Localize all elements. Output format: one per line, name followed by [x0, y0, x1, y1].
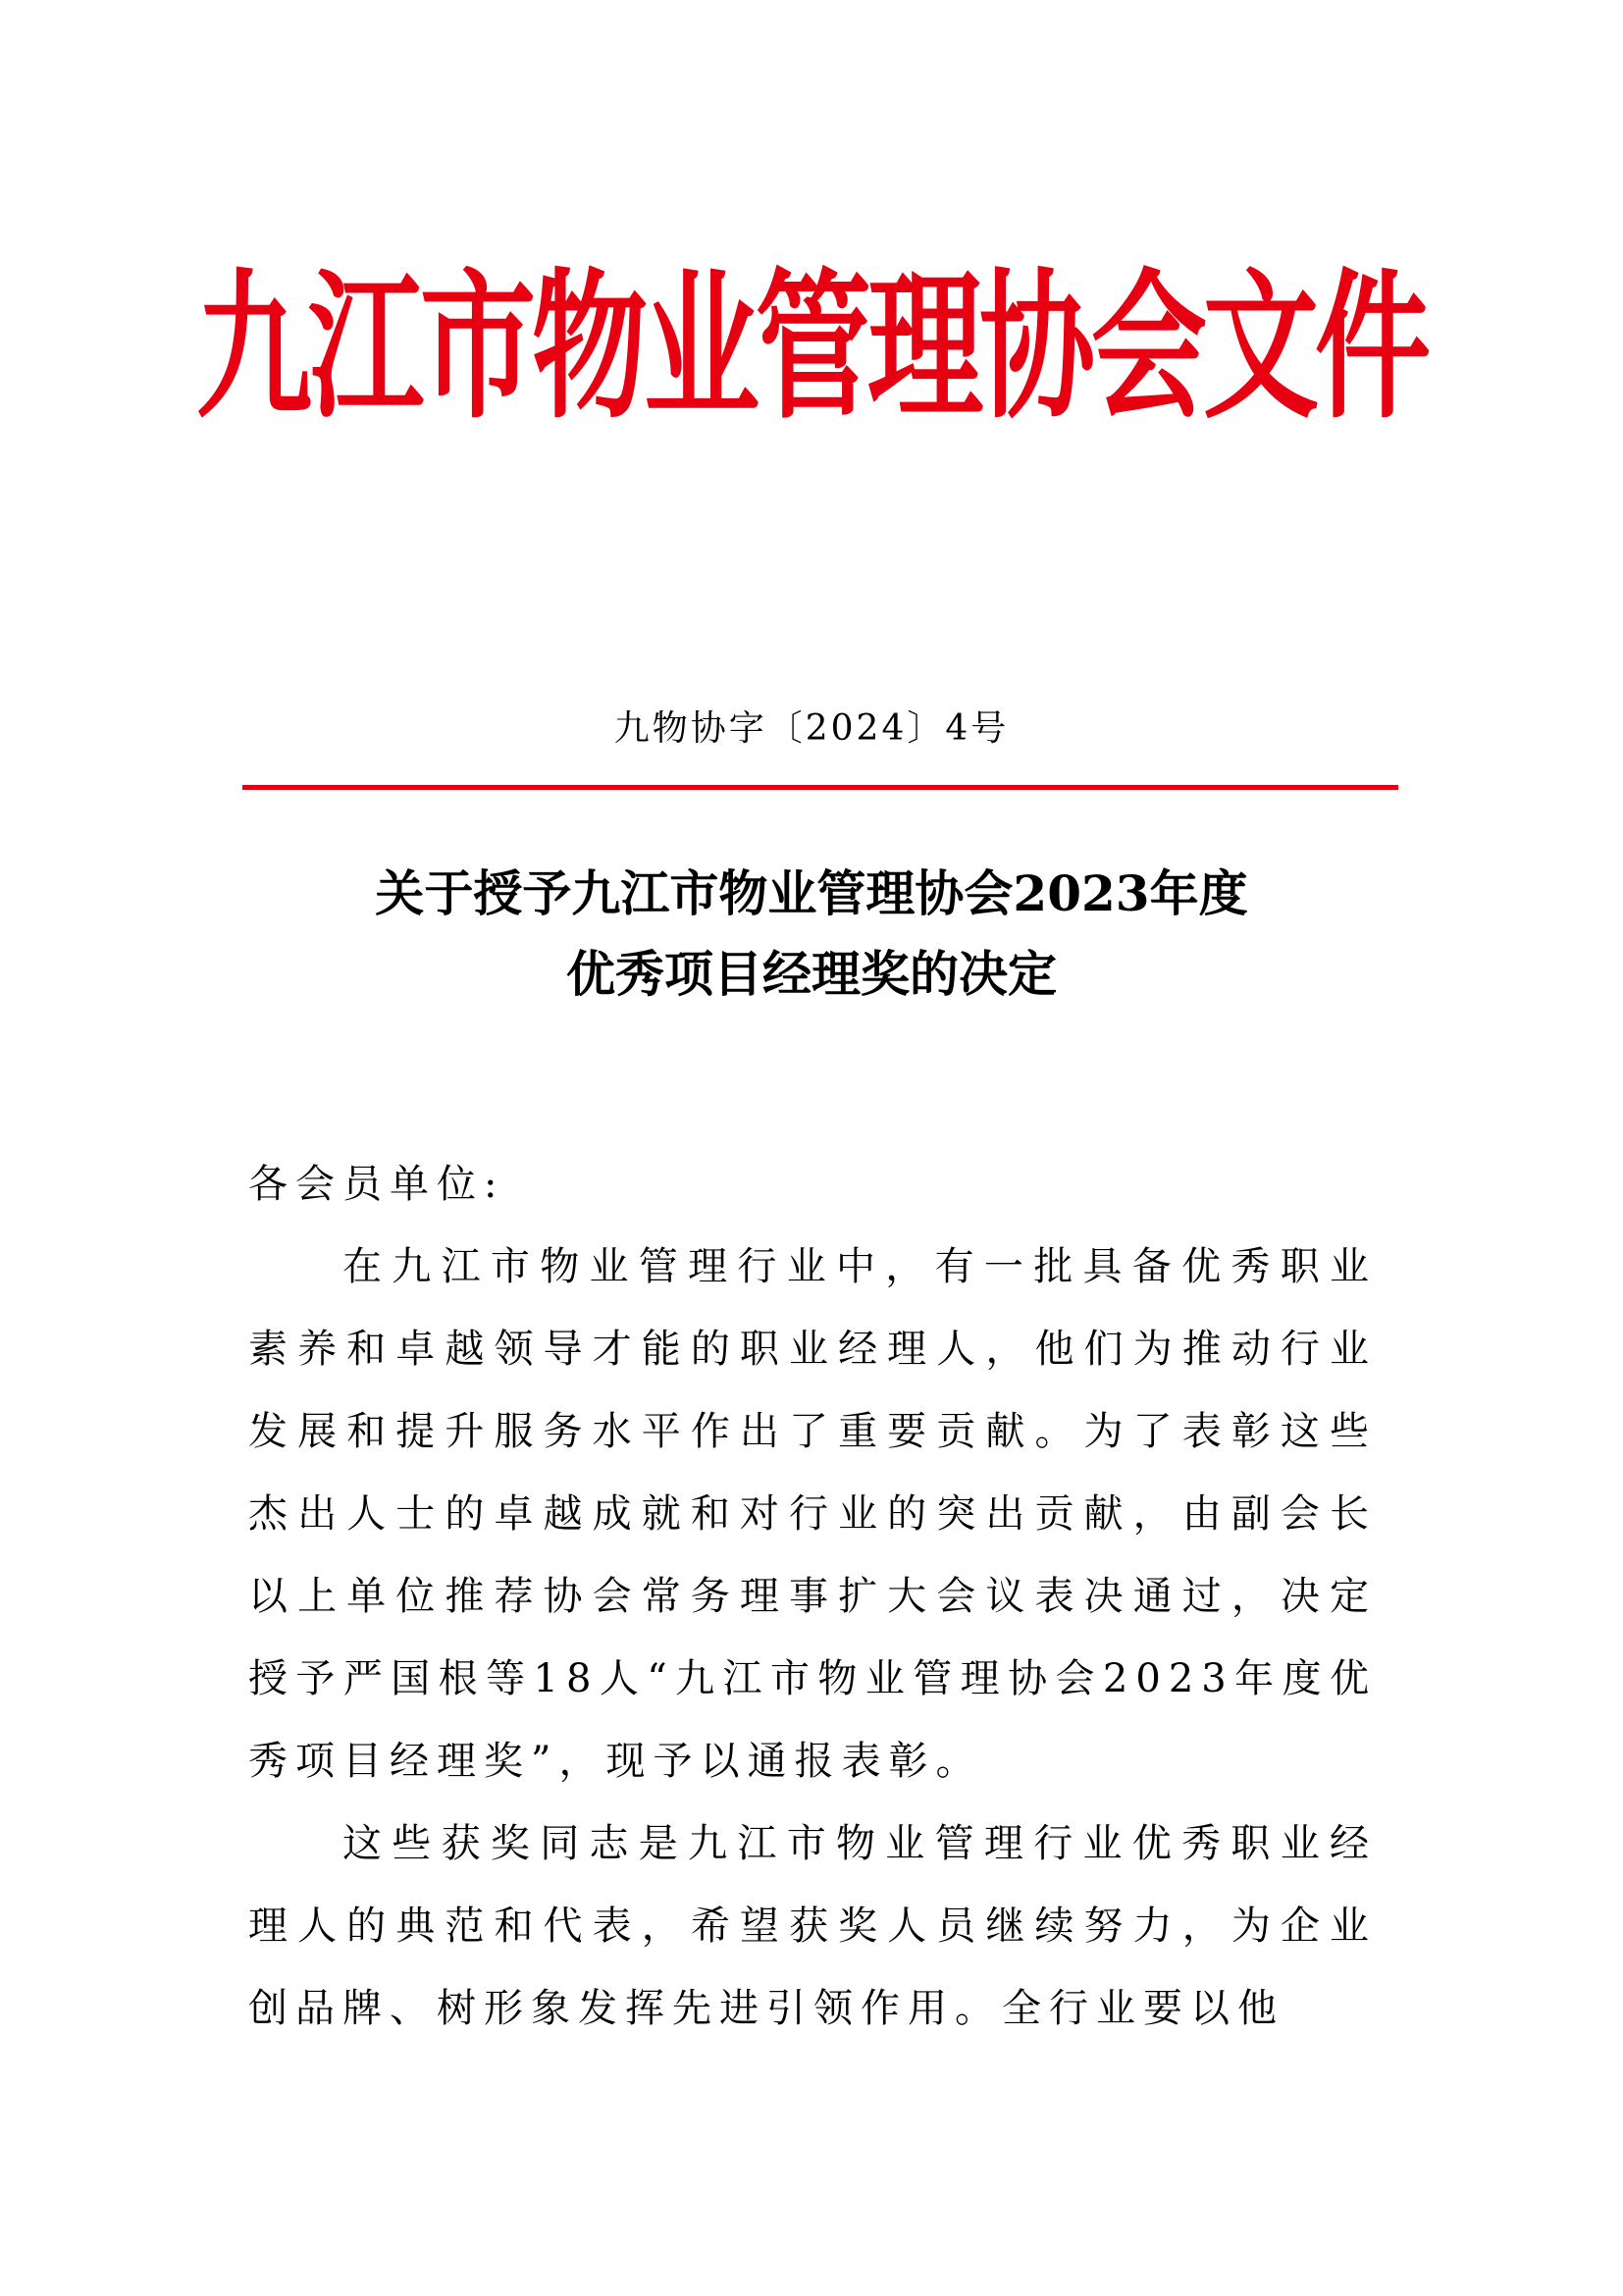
document-number: 九物协字〔2024〕4号: [613, 708, 1010, 749]
document-title-line-2: 优秀项目经理奖的决定: [566, 945, 1057, 1003]
body-paragraph-2: 这些获奖同志是九江市物业管理行业优秀职业经理人的典范和代表，希望获奖人员继续努力，为企业创品牌、树形象发挥先进引领作用。全行业要以他: [248, 1821, 1377, 2031]
red-divider-line: [242, 785, 1398, 790]
salutation: 各会员单位:: [248, 1162, 505, 1207]
document-body: [248, 1143, 1377, 2050]
body-paragraph-1: 在九江市物业管理行业中，有一批具备优秀职业素养和卓越领导才能的职业经理人，他们为推动行业发展和提升服务水平作出了重要贡献。为了表彰这些杰出人士的卓越成就和对行业的突出贡献，由副会长以上单位推荐协会常务理事扩大会议表决通过，决定授予严国根等18人“九江市物业管理协会2023年度优秀项目经理奖”，现予以通报表彰。: [248, 1244, 1377, 1784]
document-title-line-1: 关于授予九江市物业管理协会2023年度: [375, 864, 1248, 922]
document-title: [0, 854, 1623, 1015]
document-header-title: 九江市物业管理协会文件: [195, 251, 1427, 441]
